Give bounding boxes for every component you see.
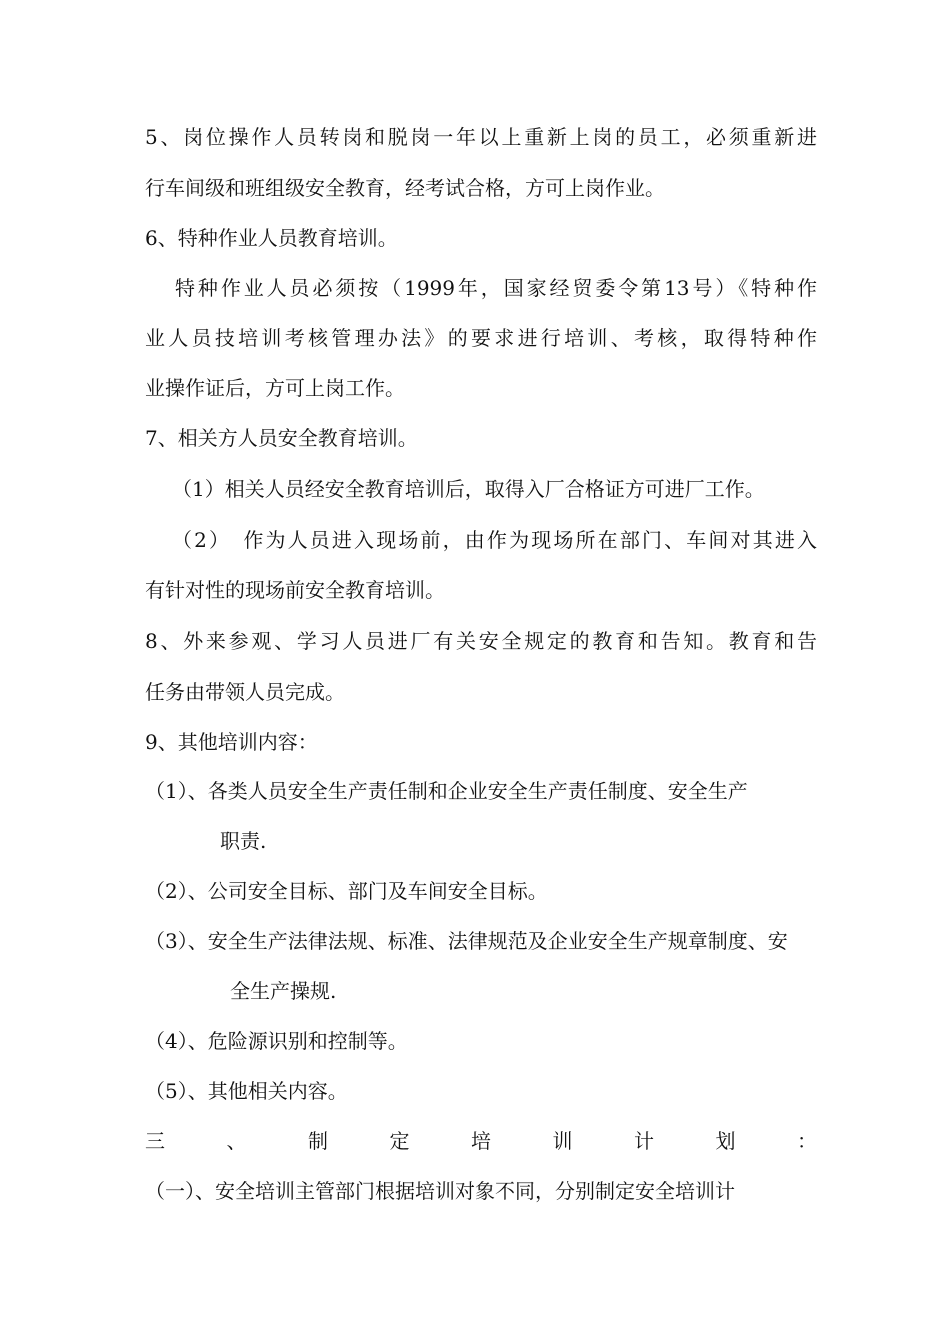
item-9-sub-2: （2）、公司安全目标、部门及车间安全目标。 [145, 879, 548, 903]
item-7-sub-2-line-1: （2） 作为人员进入现场前，由作为现场所在部门、车间对其进入 [172, 528, 817, 552]
heading-char: ： [797, 1129, 817, 1153]
item-9-sub-5: （5）、其他相关内容。 [145, 1079, 348, 1103]
item-9-sub-1-line-1: （1）、各类人员安全生产责任制和企业安全生产责任制度、安全生产 [145, 779, 748, 803]
item-6-line-3: 业操作证后，方可上岗工作。 [145, 376, 405, 400]
heading-char: 计 [634, 1129, 654, 1153]
heading-char: 、 [226, 1129, 247, 1153]
heading-char: 培 [471, 1129, 491, 1153]
heading-char: 三 [145, 1129, 165, 1153]
item-8-line-2: 任务由带领人员完成。 [145, 680, 345, 704]
heading-char: 训 [552, 1129, 573, 1153]
para-5-line-2: 行车间级和班组级安全教育，经考试合格，方可上岗作业。 [145, 176, 665, 200]
item-9-sub-3-line-1: （3）、安全生产法律法规、标准、法律规范及企业安全生产规章制度、安 [145, 929, 788, 953]
heading-char: 制 [308, 1129, 328, 1153]
item-9-heading: 9、其他培训内容： [145, 730, 318, 754]
item-7-heading: 7、相关方人员安全教育培训。 [145, 426, 418, 450]
heading-char: 划 [715, 1129, 736, 1153]
item-9-sub-3-line-2: 全生产操规. [230, 979, 337, 1003]
item-7-sub-1: （1）相关人员经安全教育培训后，取得入厂合格证方可进厂工作。 [172, 477, 765, 501]
heading-char: 定 [389, 1129, 410, 1153]
item-6-line-1: 特种作业人员必须按（1999年，国家经贸委令第13号）《特种作 [175, 276, 817, 300]
para-5-line-1: 5、岗位操作人员转岗和脱岗一年以上重新上岗的员工，必须重新进 [145, 125, 817, 149]
item-9-sub-1-line-2: 职责. [220, 829, 267, 853]
item-6-heading: 6、特种作业人员教育培训。 [145, 226, 398, 250]
section-3-heading [145, 1128, 817, 1154]
section-3-item-1: （一）、安全培训主管部门根据培训对象不同，分别制定安全培训计 [145, 1179, 735, 1203]
item-9-sub-4: （4）、危险源识别和控制等。 [145, 1029, 408, 1053]
item-7-sub-2-line-2: 有针对性的现场前安全教育培训。 [145, 578, 445, 602]
item-8-line-1: 8、外来参观、学习人员进厂有关安全规定的教育和告知。教育和告 [145, 629, 817, 653]
item-6-line-2: 业人员技培训考核管理办法》的要求进行培训、考核，取得特种作 [145, 326, 817, 350]
